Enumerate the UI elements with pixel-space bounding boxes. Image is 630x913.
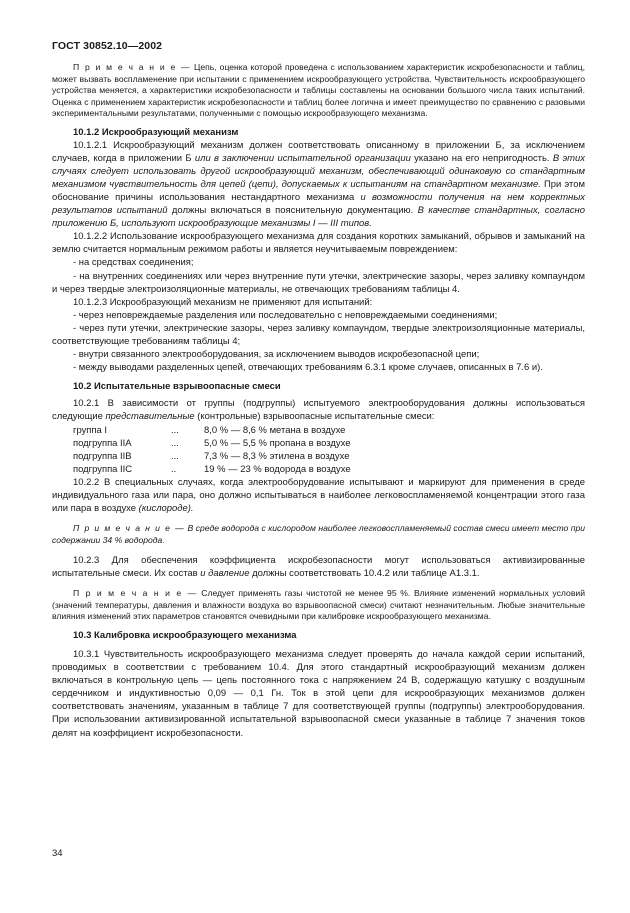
note-label: П р и м е ч а н и е — [73,62,192,72]
note-paragraph [52,62,585,120]
text-run: 10.2.1 В зависимости от группы (подгруппы) испытуемого электрооборудования должны использоваться следующие [52,398,585,423]
table-row [73,424,351,437]
note-text: В среде водорода с кислородом наиболее легковоспламеняемый состав смеси имеет место при содержании 34 % водорода. [52,523,586,545]
table-row [73,450,351,463]
group-cell: группа I [73,424,108,436]
paragraph-10-1-2-3: 10.1.2.3 Искрообразующий механизм не применяют для испытаний: [73,296,373,308]
mixture-table [73,424,351,476]
italic-run: В качестве стандартных, согласно приложению Б, используют искрообразующие механизмы I — III типов. [52,205,585,230]
text-run: 10.2.3 Для обеспечения коэффициента искробезопасности могут использоваться активизированные испытательные смеси. Их состав [52,555,585,580]
paragraph-10-2-3 [52,554,585,580]
section-heading-10-1-2: 10.1.2 Искрообразующий механизм [73,126,239,138]
table-row [73,437,351,450]
group-cell: подгруппа IIB [73,450,132,462]
dots-cell: .. [171,463,177,475]
paragraph-10-2-1 [52,397,585,423]
list-item: - через пути утечки, электрические зазоры, через заливку компаундом, твердые электроизоляционные материалы, соответствующие требованиям таблицы 4; [52,322,585,347]
document-page [52,40,585,740]
italic-run: и возможности получения на нем корректных результатов испытаний [52,191,585,217]
mixture-cell: 19 % — 23 % водорода в воздухе [204,463,351,475]
paragraph-10-2-2 [52,476,585,515]
dots-cell: ... [171,450,179,462]
italic-run: и давление [200,568,250,580]
page-number: 34 [52,848,63,859]
section-heading-10-3: 10.3 Калибровка искрообразующего механизма [73,629,297,641]
text-run: (контрольные) взрывоопасные испытательные смеси: [194,411,435,423]
italic-run: или в заключении испытательной организации [194,152,411,164]
text-run: 10.1.2.1 Искрообразующий механизм должен соответствовать описанному в приложении Б, за исключением случаев, когда в приложении Б [52,139,585,164]
mixture-cell: 8,0 % — 8,6 % метана в воздухе [204,424,346,436]
document-header: ГОСТ 30852.10—2002 [52,40,163,52]
paragraph-10-1-2-1 [52,139,585,231]
paragraph-10-1-2-2: 10.1.2.2 Использование искрообразующего механизма для создания коротких замыканий, обрывов и замыканий на землю считается нормальным режимом работы и является неучитываемым повреждением: [52,231,585,256]
text-run: должны включаться в пояснительную документацию. [167,205,418,217]
note-paragraph [52,588,585,623]
list-item: - на внутренних соединениях или через внутренние пути утечки, электрические зазоры, через заливку компаундом и через твердые электроизоляционные материалы, не отвечающих требованиям таблицы 4. [52,270,585,295]
group-cell: подгруппа IIC [73,463,133,475]
text-run: должны соответствовать 10.4.2 или таблице А1.3.1. [249,568,480,580]
list-item: - на средствах соединения; [73,257,194,269]
mixture-cell: 5,0 % — 5,5 % пропана в воздухе [204,437,351,449]
mixture-cell: 7,3 % — 8,3 % этилена в воздухе [204,450,350,462]
list-item: - между выводами разделенных цепей, отвечающих требованиям 6.3.1 кроме случаев, описанных в 7.6 и). [73,362,543,374]
list-item: - через неповреждаемые разделения или последовательно с неповреждаемыми соединениями; [73,309,498,321]
note-text: Цепь, оценка которой проведена с использованием характеристик искробезопасности и таблиц, может вызвать воспламенение при испытании с применением искрообразующего устройства. Чувствительность искрообразующего устройства меняется, а характеристики искробезопасности и таблицы составлены на основании большого числа таких испытаний. Оценка с применением характеристик искробезопасности и таблиц более логична и имеет преимущество по сравнению с разовыми экспериментальными результатами, полученными с помощью искрообразующего механизма. [52,62,585,118]
note-label: П р и м е ч а н и е — [73,523,186,534]
text-run: указано на его непригодность. [410,152,553,164]
group-cell: подгруппа IIA [73,437,132,449]
dots-cell: ... [171,424,179,436]
dots-cell: ... [171,437,179,449]
text-run: 10.2.2 В специальных случаях, когда электрооборудование испытывают и маркируют для применения в среде индивидуального газа или пара, оно должно испытываться в наиболее легковоспламеняемой концентрации этого газа или пара в воздухе [52,476,585,515]
table-row [73,463,351,476]
italic-run: (кислороде). [138,503,194,515]
note-text: Следует применять газы чистотой не менее 95 %. Влияние изменений нормальных условий (значений температуры, давления и влажности воздуха во взрывоопасной смеси) считают незначительным. Любые значительные влияния изменений этих параметров становятся очевидными при калибровке искрообразующего механизма. [52,588,585,622]
note-paragraph [52,523,585,546]
text-run: При этом обоснование причины использования нестандартного механизма [52,178,585,203]
italic-run: представительные [105,411,195,423]
section-heading-10-2: 10.2 Испытательные взрывоопасные смеси [73,381,281,393]
italic-run: В этих случаях следует использовать другой искрообразующий механизм, обеспечивающий одинаковую со стандартным механизмом чувствительность для цепей (цепи), допускаемых к испытаниям на стандартном механизме. [52,152,585,190]
note-label: П р и м е ч а н и е — [73,588,198,599]
paragraph-10-3-1: 10.3.1 Чувствительность искрообразующего механизма следует проверять до начала каждой серии испытаний, проводимых в соответствии с требованием 10.4. Для этого стандартный искрообразующий механизм должен включаться в контрольную цепь — цепь постоянного тока с напряжением 24 В, содержащую катушку с воздушным сердечником и индуктивностью 0,09 — 0,1 Гн. Ток в этой цепи для искрообразующих механизмов должен соответствовать значениям, указанным в таблице 7 для соответствующей группы (подгруппы) электрооборудования. При использовании активизированной испытательной взрывоопасной смеси указанные в таблице 7 значения токов делят на коэффициент искробезопасности. [52,649,585,739]
list-item: - внутри связанного электрооборудования, за исключением выводов искробезопасной цепи; [73,349,480,361]
